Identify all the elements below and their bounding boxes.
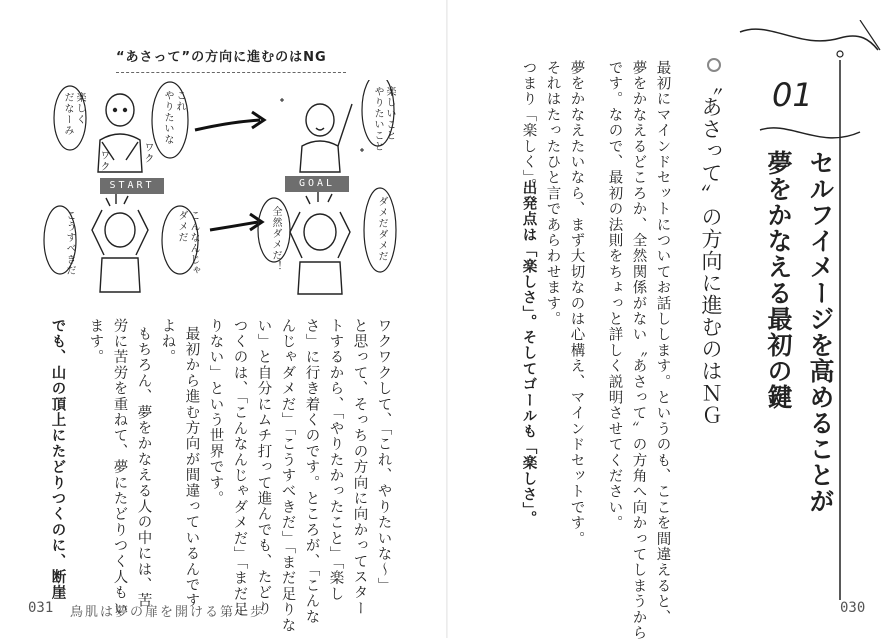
bubble-text: こうすべきだ [64, 210, 75, 276]
body-line: い」と自分にムチ打って進んでも、たどり [255, 318, 272, 617]
body-line: と思って、そっちの方向に向かってスター [351, 318, 368, 617]
bubble-text: こんなんじゃ [188, 210, 199, 276]
body-line: 労に苦労を重ねて、夢にたどりつく人もい [111, 318, 128, 617]
bubble-text: 楽しいこと [384, 86, 395, 141]
person-goal-stressed-icon [290, 192, 350, 294]
chapter-title-line2: 夢をかなえる最初の鍵 [764, 150, 793, 410]
gutter [446, 0, 448, 638]
body-line: さ」に行き着くのです。ところが、「こんな [303, 318, 320, 625]
body-line: です。なので、最初の法則をちょっと詳しく説明させてください。 [606, 60, 623, 531]
bubble-text: ダメだ [176, 210, 187, 243]
emphasis-line: でも、山の頂上にたどりつくのに、断崖 [49, 318, 66, 601]
caption-underline [116, 72, 346, 73]
goal-label: GOAL [285, 176, 349, 192]
body-line: んじゃダメだ」「こうすべきだ」「まだ足りな [279, 318, 296, 634]
body-line: りない」という世界です。 [207, 318, 224, 507]
chapter-number: 01 [772, 76, 813, 114]
body-line: それはたったひと言であらわせます。 [544, 60, 561, 327]
body-line: つまり「楽しく」。 [520, 60, 537, 195]
figure-caption: “あさって”の方向に進むのはNG [116, 50, 327, 65]
bullet-circle-icon [707, 58, 721, 72]
page-number-right: 030 [840, 600, 866, 616]
start-label: START [100, 178, 164, 194]
figure-illustration [30, 80, 410, 300]
sfx-text: ワク [98, 150, 109, 172]
body-line: ワクワクして、「これ、やりたいな〜」 [375, 318, 392, 594]
person-start-stressed-icon [92, 194, 148, 292]
bubble-text: これ [174, 90, 185, 112]
vertical-rule-icon [838, 180, 842, 600]
body-line: 夢をかなえるどころか、全然関係がない〝あさって〟の方角へ向かってしまうから [630, 60, 647, 641]
body-line: もちろん、夢をかなえる人の中には、苦 [135, 326, 152, 609]
emphasis-line: 出発点は「楽しさ」。そしてゴールも「楽しさ」。 [520, 180, 537, 527]
body-line: 最初から進む方向が間違っているんです [183, 326, 200, 609]
bubble-text: 楽しく [74, 92, 85, 125]
chapter-title-line1: セルフイメージを高めることが [806, 150, 835, 514]
body-line: ます。 [87, 318, 104, 366]
body-line: つくのは、「こんなんじゃダメだ」「まだ足 [231, 318, 248, 618]
subheading: 〝あさって〟の方向に進むのはＮＧ [699, 74, 723, 426]
running-title: 鳥肌は夢の扉を開ける第一歩 [70, 605, 266, 620]
bubble-text: やりたいな [162, 90, 173, 145]
body-line: よね。 [159, 318, 176, 366]
body-line: 最初にマインドセットについてお話しします。というのも、ここを間違えると、 [654, 60, 671, 626]
bubble-text: ダメだダメだ [376, 196, 387, 262]
body-line: 夢をかなえたいなら、まず大切なのは心構え、マインドセットです。 [568, 60, 585, 547]
bubble-text: やりたいこと [372, 86, 383, 152]
sfx-text: ワク [142, 142, 153, 164]
bubble-text: 全然ダメだ！ [270, 206, 281, 272]
person-goal-happy-icon [300, 104, 352, 172]
bubble-text: だなーみ [62, 92, 73, 136]
body-line: トするから、「やりたかったこと」「楽し [327, 318, 344, 602]
page-number-left: 031 [28, 600, 54, 616]
